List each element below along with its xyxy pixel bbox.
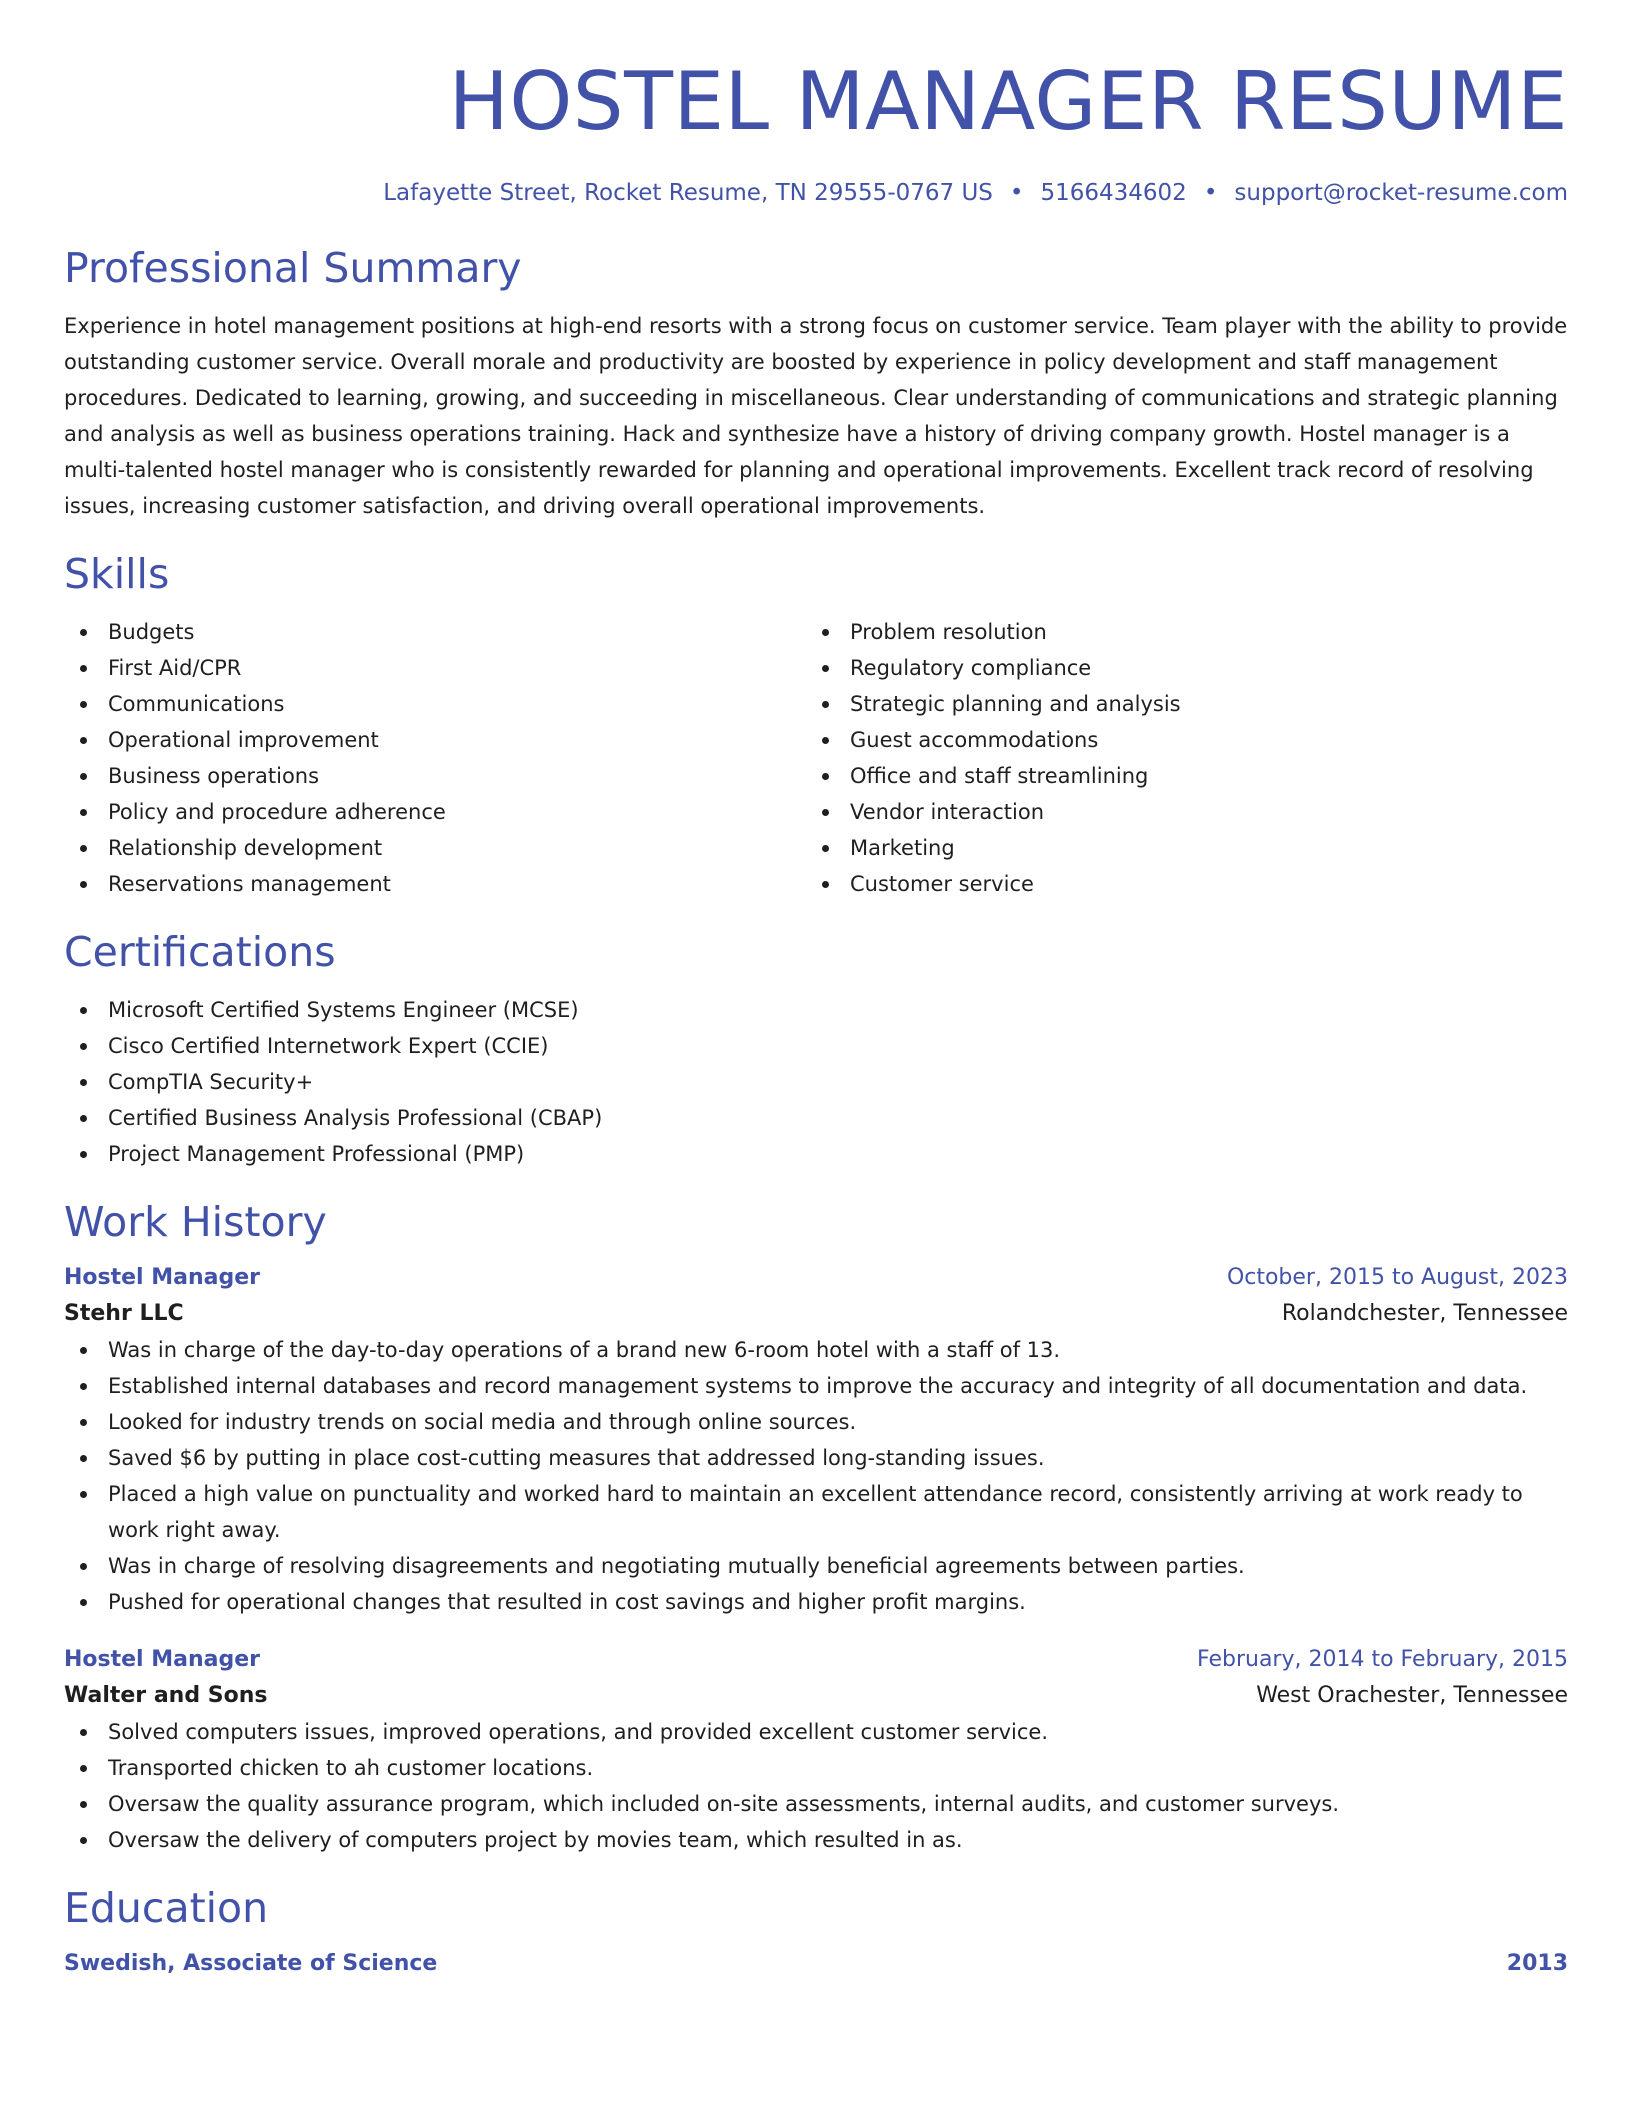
contact-separator: • — [1203, 180, 1218, 206]
summary-heading: Professional Summary — [64, 244, 522, 292]
contact-separator: • — [1009, 180, 1024, 206]
skills-heading: Skills — [64, 550, 170, 598]
skill-item: Regulatory compliance — [806, 650, 1548, 686]
job-bullet: Was in charge of the day-to-day operations of a brand new 6-room hotel with a staff of 13. — [64, 1332, 1568, 1368]
job-bullet: Saved $6 by putting in place cost-cutting measures that addressed long-standing issues. — [64, 1440, 1568, 1476]
job-dates: February, 2014 to February, 2015 — [1197, 1647, 1568, 1672]
education-section — [64, 1880, 1568, 1982]
skill-item: Policy and procedure adherence — [64, 794, 806, 830]
job-title: Hostel Manager — [64, 1647, 261, 1672]
skill-item: First Aid/CPR — [64, 650, 806, 686]
skill-item: Guest accommodations — [806, 722, 1548, 758]
job-title-row — [64, 1642, 1568, 1678]
skills-grid — [64, 614, 1568, 902]
contact-email: support@rocket-resume.com — [1234, 180, 1568, 206]
contact-address: Lafayette Street, Rocket Resume, TN 29555-0767 US — [383, 180, 993, 206]
job-title-row — [64, 1260, 1568, 1296]
job-entry — [64, 1260, 1568, 1620]
job-location: West Orachester, Tennessee — [1256, 1683, 1568, 1708]
job-bullet: Placed a high value on punctuality and worked hard to maintain an excellent attendance record, consistently arriving at work ready to work right away. — [64, 1476, 1568, 1548]
job-bullet: Was in charge of resolving disagreements and negotiating mutually beneficial agreements between parties. — [64, 1548, 1568, 1584]
resume-page — [64, 0, 1568, 1982]
skill-item: Business operations — [64, 758, 806, 794]
skill-item: Problem resolution — [806, 614, 1548, 650]
job-dates: October, 2015 to August, 2023 — [1226, 1265, 1568, 1290]
work-history-heading: Work History — [64, 1198, 327, 1246]
certifications-section — [64, 924, 1568, 1172]
skills-section — [64, 546, 1568, 902]
certification-item: Microsoft Certified Systems Engineer (MCSE) — [64, 992, 1568, 1028]
summary-text: Experience in hotel management positions at high-end resorts with a strong focus on customer service. Team player with the ability to provide outstanding customer service. Overall morale and productivity are boosted by experience in policy development and staff management procedures. Dedicated to learning, growing, and succeeding in miscellaneous. Clear understanding of communications and strategic planning and analysis as well as business operations training. Hack and synthesize have a history of driving company growth. Hostel manager is a multi-talented hostel manager who is consistently rewarded for planning and operational improvements. Excellent track record of resolving issues, increasing customer satisfaction, and driving overall operational improvements. — [64, 314, 1568, 518]
certification-item: Project Management Professional (PMP) — [64, 1136, 1568, 1172]
education-degree: Swedish, Associate of Science — [64, 1951, 438, 1976]
job-bullet: Solved computers issues, improved operations, and provided excellent customer service. — [64, 1714, 1568, 1750]
job-bullet: Established internal databases and record management systems to improve the accuracy and integrity of all documentation and data. — [64, 1368, 1568, 1404]
job-location: Rolandchester, Tennessee — [1281, 1301, 1568, 1326]
work-history-section — [64, 1194, 1568, 1858]
skills-column-left — [64, 614, 806, 902]
job-bullet: Looked for industry trends on social media and through online sources. — [64, 1404, 1568, 1440]
certifications-heading: Certifications — [64, 928, 336, 976]
job-entry — [64, 1642, 1568, 1858]
resume-title: HOSTEL MANAGER RESUME — [448, 55, 1568, 148]
job-bullet: Pushed for operational changes that resulted in cost savings and higher profit margins. — [64, 1584, 1568, 1620]
job-company: Walter and Sons — [64, 1683, 268, 1708]
job-title: Hostel Manager — [64, 1265, 261, 1290]
certification-item: Certified Business Analysis Professional (CBAP) — [64, 1100, 1568, 1136]
education-row — [64, 1946, 1568, 1982]
job-bullets — [64, 1714, 1568, 1858]
education-year: 2013 — [1506, 1951, 1568, 1976]
skill-item: Communications — [64, 686, 806, 722]
job-company-row — [64, 1296, 1568, 1332]
skill-item: Operational improvement — [64, 722, 806, 758]
skill-item: Reservations management — [64, 866, 806, 902]
skill-item: Strategic planning and analysis — [806, 686, 1548, 722]
summary-section — [64, 240, 1568, 524]
skill-item: Customer service — [806, 866, 1548, 902]
skills-list-right — [806, 614, 1548, 902]
job-bullet: Transported chicken to ah customer locations. — [64, 1750, 1568, 1786]
certification-item: CompTIA Security+ — [64, 1064, 1568, 1100]
education-heading: Education — [64, 1884, 269, 1932]
job-bullet: Oversaw the delivery of computers project by movies team, which resulted in as. — [64, 1822, 1568, 1858]
job-bullets — [64, 1332, 1568, 1620]
skill-item: Vendor interaction — [806, 794, 1548, 830]
skill-item: Marketing — [806, 830, 1548, 866]
certification-item: Cisco Certified Internetwork Expert (CCIE) — [64, 1028, 1568, 1064]
skill-item: Budgets — [64, 614, 806, 650]
job-company: Stehr LLC — [64, 1301, 184, 1326]
skill-item: Office and staff streamlining — [806, 758, 1548, 794]
skills-list-left — [64, 614, 806, 902]
job-bullet: Oversaw the quality assurance program, which included on-site assessments, internal audits, and customer surveys. — [64, 1786, 1568, 1822]
certifications-list — [64, 992, 1568, 1172]
skills-column-right — [806, 614, 1548, 902]
contact-line — [64, 178, 1568, 208]
job-company-row — [64, 1678, 1568, 1714]
contact-phone: 5166434602 — [1040, 180, 1187, 206]
skill-item: Relationship development — [64, 830, 806, 866]
